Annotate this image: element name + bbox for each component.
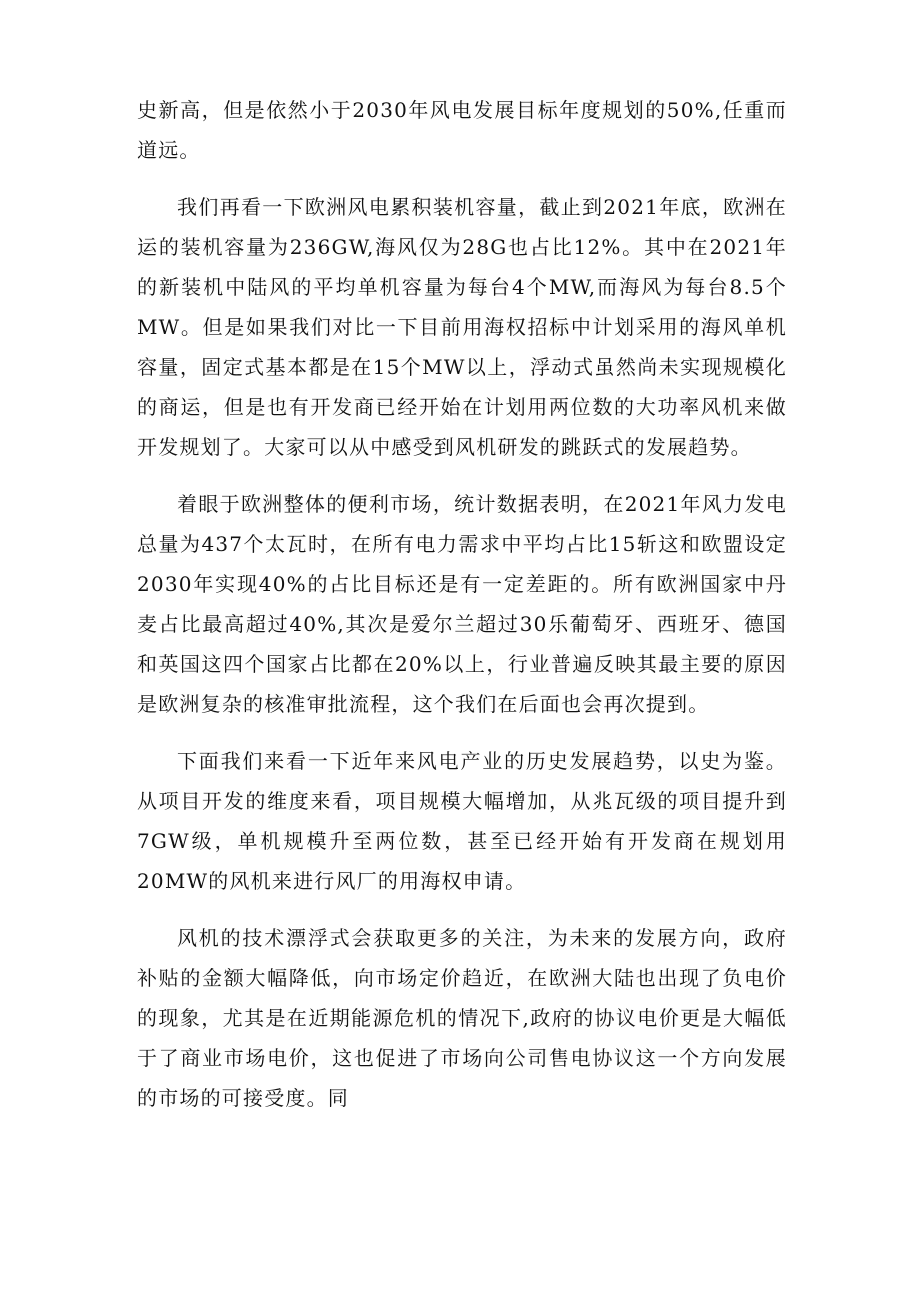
document-body — [137, 90, 787, 1135]
paragraph-5: 风机的技术漂浮式会获取更多的关注，为未来的发展方向，政府补贴的金额大幅降低，向市场定价趋近，在欧洲大陆也出现了负电价的现象，尤其是在近期能源危机的情况下,政府的协议电价更是大幅低于了商业市场电价，这也促进了市场向公司售电协议这一个方向发展的市场的可接受度。同 — [137, 926, 787, 1110]
paragraph-1: 史新高，但是依然小于2030年风电发展目标年度规划的50%,任重而道远。 — [137, 98, 787, 162]
paragraph-4: 下面我们来看一下近年来风电产业的历史发展趋势，以史为鉴。从项目开发的维度来看，项目规模大幅增加，从兆瓦级的项目提升到7GW级，单机规模升至两位数，甚至已经开始有开发商在规划用20MW的风机来进行风厂的用海权申请。 — [137, 749, 787, 893]
paragraph-3: 着眼于欧洲整体的便利市场，统计数据表明，在2021年风力发电总量为437个太瓦时，在所有电力需求中平均占比15斩这和欧盟设定2030年实现40%的占比目标还是有一定差距的。所有欧洲国家中丹麦占比最高超过40%,其次是爱尔兰超过30乐葡萄牙、西班牙、德国和英国这四个国家占比都在20%以上，行业普遍反映其最主要的原因是欧洲复杂的核准审批流程，这个我们在后面也会再次提到。 — [137, 492, 787, 716]
paragraph-2: 我们再看一下欧洲风电累积装机容量，截止到2021年底，欧洲在运的装机容量为236GW,海风仅为28G也占比12%。其中在2021年的新装机中陆风的平均单机容量为每台4个MW,而海风为每台8.5个MW。但是如果我们对比一下目前用海权招标中计划采用的海风单机容量，固定式基本都是在15个MW以上，浮动式虽然尚未实现规模化的商运，但是也有开发商已经开始在计划用两位数的大功率风机来做开发规划了。大家可以从中感受到风机研发的跳跃式的发展趋势。 — [137, 195, 787, 459]
